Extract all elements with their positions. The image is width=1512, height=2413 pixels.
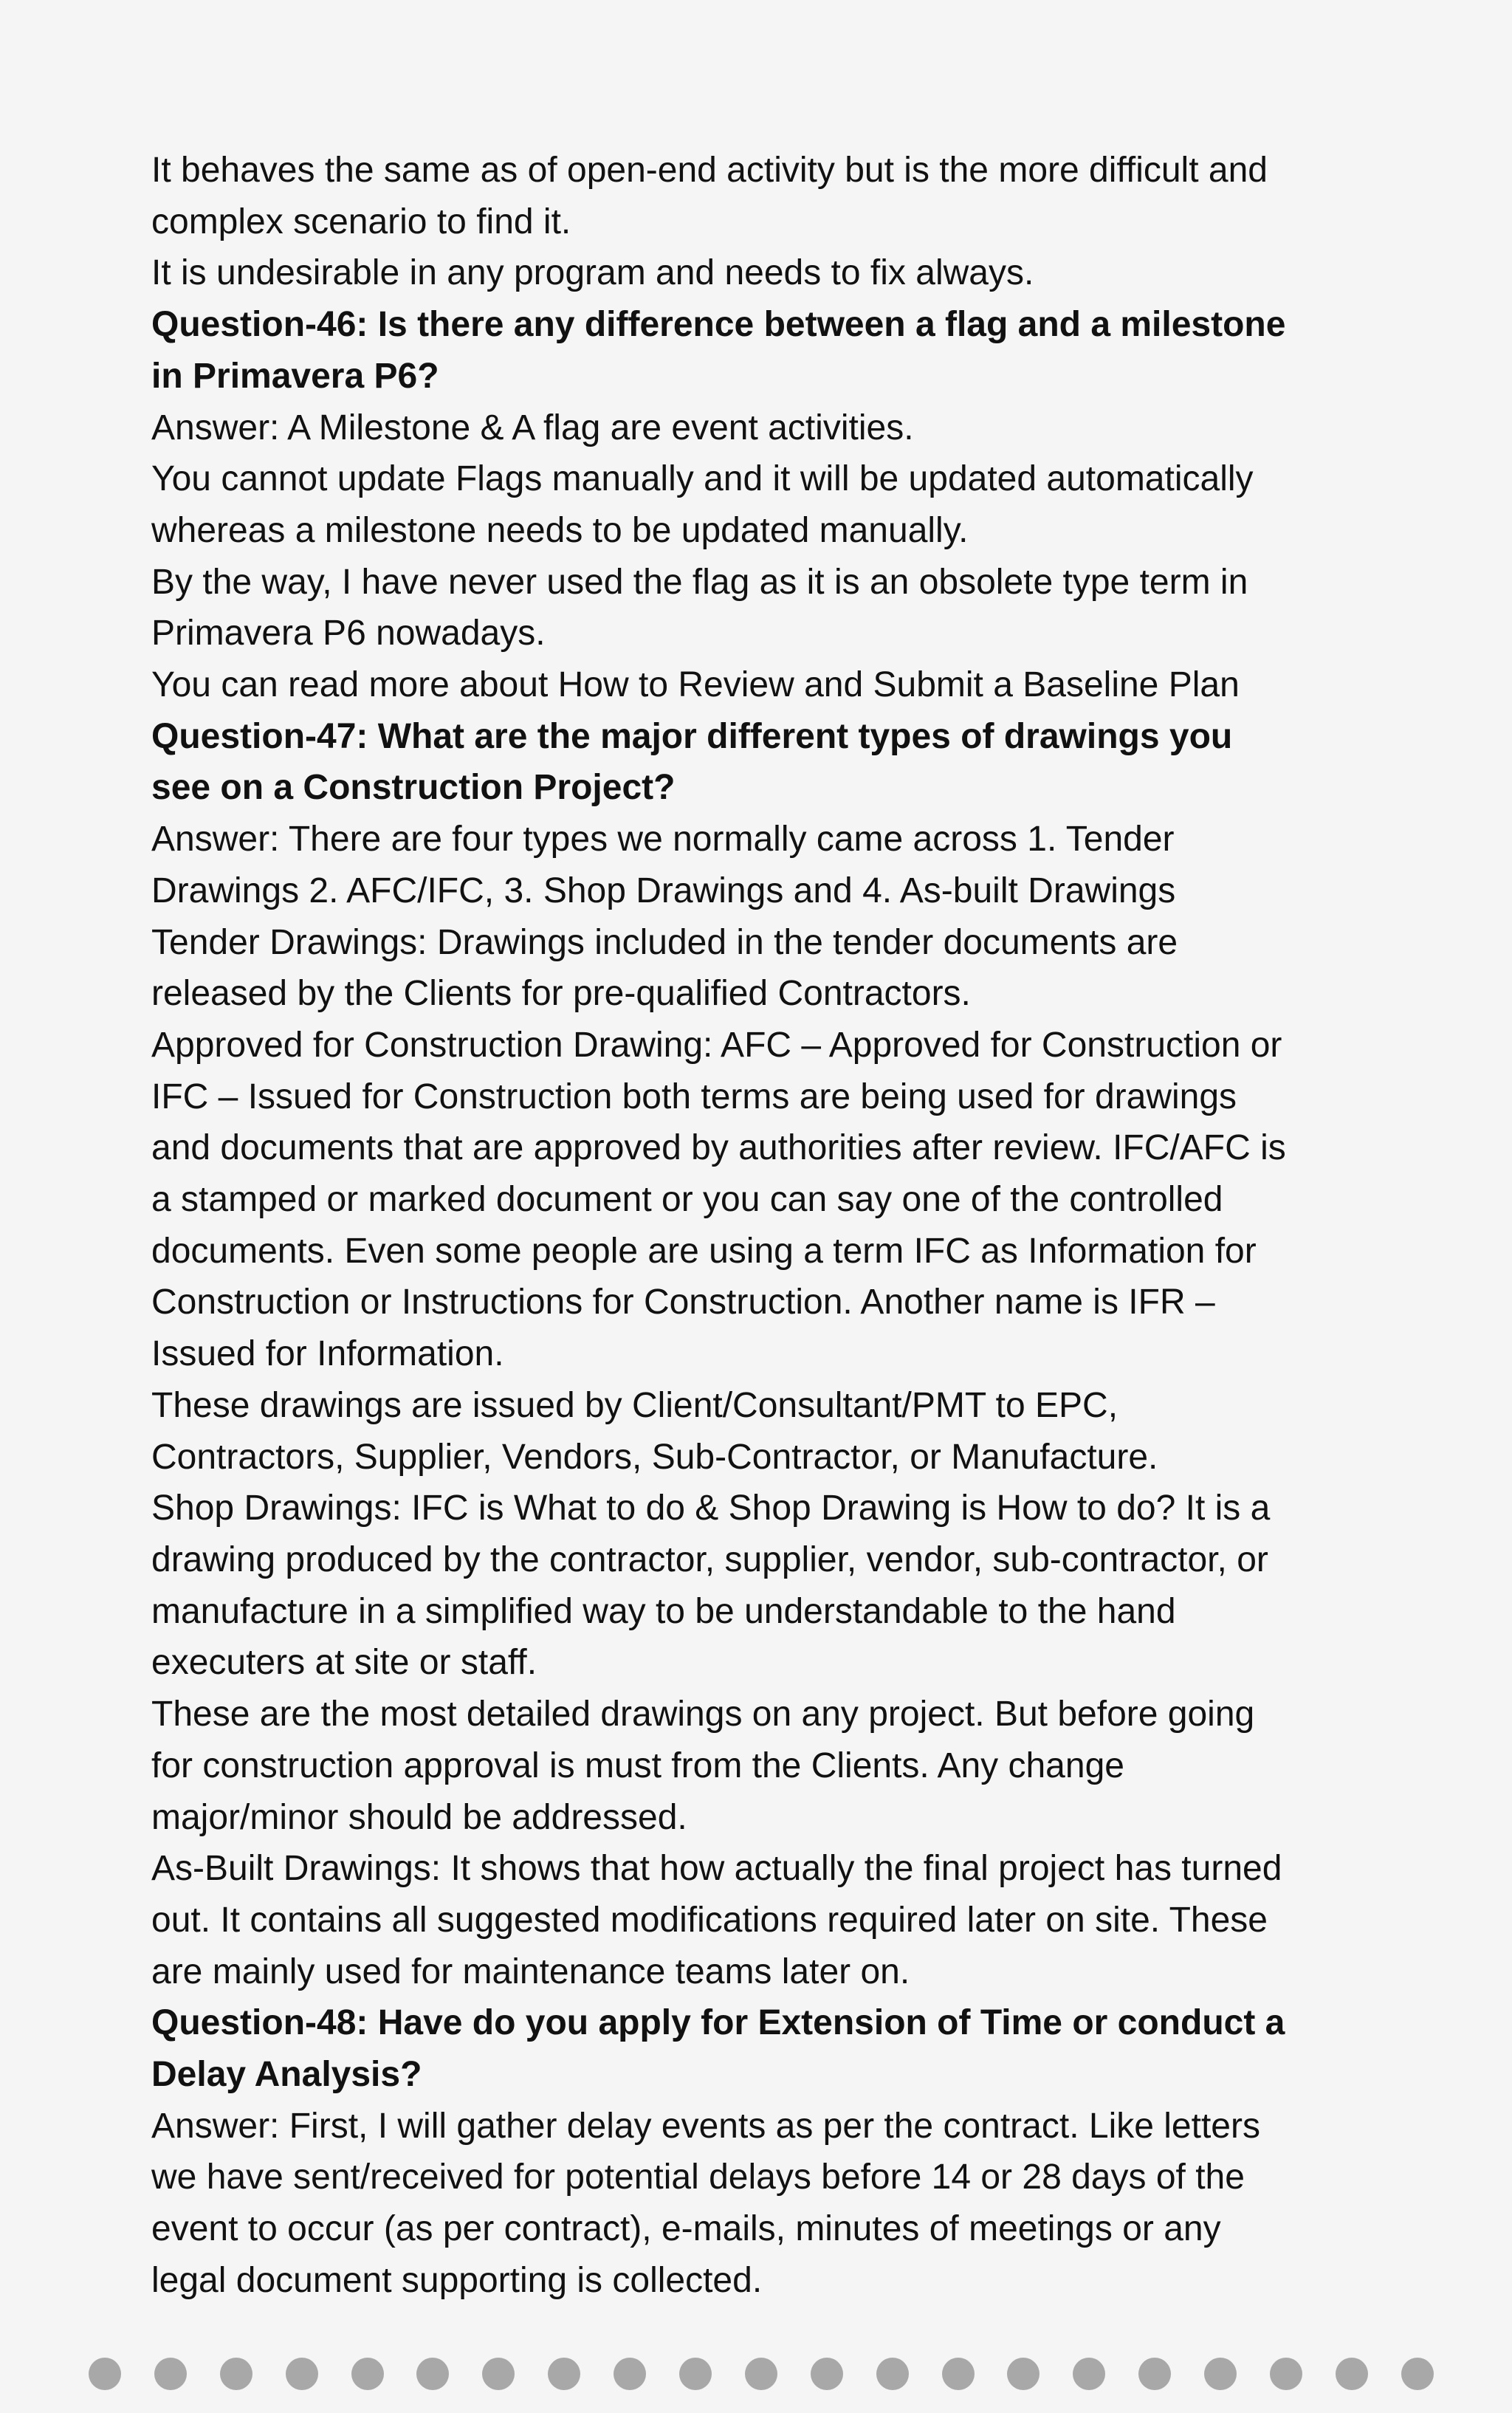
paragraph-line: Tender Drawings: Drawings included in the tender documents are <box>151 922 1178 962</box>
divider-dot <box>679 2358 712 2390</box>
divider-dot <box>1336 2358 1368 2390</box>
divider-dot <box>548 2358 580 2390</box>
paragraph-line: released by the Clients for pre-qualified Contractors. <box>151 974 971 1014</box>
divider-dot <box>1138 2358 1171 2390</box>
divider-dot <box>811 2358 843 2390</box>
question-heading-line: Question-46: Is there any difference between a flag and a milestone <box>151 305 1286 345</box>
paragraph-line: As-Built Drawings: It shows that how actually the final project has turned <box>151 1849 1282 1889</box>
paragraph-line: Answer: A Milestone & A flag are event activities. <box>151 408 914 447</box>
paragraph-line: event to occur (as per contract), e-mails, minutes of meetings or any <box>151 2209 1221 2249</box>
page-dots-divider <box>89 2358 1467 2390</box>
paragraph-line: You can read more about How to Review and Submit a Baseline Plan <box>151 665 1240 705</box>
divider-dot <box>942 2358 975 2390</box>
divider-dot <box>876 2358 909 2390</box>
paragraph-line: IFC – Issued for Construction both terms are being used for drawings <box>151 1077 1237 1116</box>
question-heading-line: Question-48: Have do you apply for Extension of Time or conduct a <box>151 2003 1285 2043</box>
paragraph-line: Shop Drawings: IFC is What to do & Shop Drawing is How to do? It is a <box>151 1489 1271 1528</box>
paragraph-line: These are the most detailed drawings on any project. But before going <box>151 1695 1255 1734</box>
paragraph-line: we have sent/received for potential delays before 14 or 28 days of the <box>151 2158 1245 2197</box>
paragraph-line: Answer: There are four types we normally came across 1. Tender <box>151 820 1175 859</box>
divider-dot <box>1204 2358 1237 2390</box>
divider-dot <box>286 2358 318 2390</box>
divider-dot <box>220 2358 252 2390</box>
divider-dot <box>89 2358 121 2390</box>
document-body <box>151 145 1362 2307</box>
paragraph-line: Issued for Information. <box>151 1334 504 1374</box>
paragraph-line: and documents that are approved by authorities after review. IFC/AFC is <box>151 1128 1286 1168</box>
paragraph-line: executers at site or staff. <box>151 1643 537 1683</box>
divider-dot <box>1073 2358 1105 2390</box>
paragraph-line: complex scenario to find it. <box>151 202 571 241</box>
paragraph-line: Answer: First, I will gather delay events as per the contract. Like letters <box>151 2106 1260 2146</box>
paragraph-line: legal document supporting is collected. <box>151 2260 763 2300</box>
paragraph-line: manufacture in a simplified way to be understandable to the hand <box>151 1591 1176 1631</box>
divider-dot <box>1401 2358 1434 2390</box>
paragraph-line: documents. Even some people are using a term IFC as Information for <box>151 1231 1257 1271</box>
divider-dot <box>416 2358 449 2390</box>
divider-dot <box>154 2358 187 2390</box>
paragraph-line: Approved for Construction Drawing: AFC – Approved for Construction or <box>151 1025 1282 1065</box>
paragraph-line: whereas a milestone needs to be updated manually. <box>151 510 969 550</box>
paragraph-line: are mainly used for maintenance teams later on. <box>151 1952 910 1991</box>
divider-dot <box>1007 2358 1040 2390</box>
paragraph-line: out. It contains all suggested modifications required later on site. These <box>151 1900 1268 1940</box>
divider-dot <box>614 2358 646 2390</box>
divider-dot <box>1270 2358 1302 2390</box>
paragraph-line: You cannot update Flags manually and it will be updated automatically <box>151 459 1254 499</box>
question-heading-line: see on a Construction Project? <box>151 768 676 808</box>
paragraph-line: a stamped or marked document or you can say one of the controlled <box>151 1180 1223 1220</box>
paragraph-line: These drawings are issued by Client/Consultant/PMT to EPC, <box>151 1385 1118 1425</box>
divider-dot <box>482 2358 515 2390</box>
paragraph-line: major/minor should be addressed. <box>151 1797 687 1837</box>
paragraph-line: It is undesirable in any program and needs to fix always. <box>151 253 1034 293</box>
paragraph-line: Primavera P6 nowadays. <box>151 614 546 653</box>
paragraph-line: It behaves the same as of open-end activity but is the more difficult and <box>151 151 1268 190</box>
paragraph-line: Contractors, Supplier, Vendors, Sub-Contractor, or Manufacture. <box>151 1437 1158 1477</box>
question-heading-line: Delay Analysis? <box>151 2055 422 2095</box>
paragraph-line: By the way, I have never used the flag as it is an obsolete type term in <box>151 562 1248 602</box>
paragraph-line: Construction or Instructions for Construction. Another name is IFR – <box>151 1283 1215 1322</box>
question-heading-line: in Primavera P6? <box>151 356 439 396</box>
paragraph-line: drawing produced by the contractor, supplier, vendor, sub-contractor, or <box>151 1540 1268 1579</box>
question-heading-line: Question-47: What are the major different types of drawings you <box>151 716 1233 756</box>
paragraph-line: for construction approval is must from the Clients. Any change <box>151 1746 1124 1785</box>
divider-dot <box>745 2358 777 2390</box>
divider-dot <box>351 2358 384 2390</box>
paragraph-line: Drawings 2. AFC/IFC, 3. Shop Drawings and 4. As-built Drawings <box>151 871 1176 910</box>
